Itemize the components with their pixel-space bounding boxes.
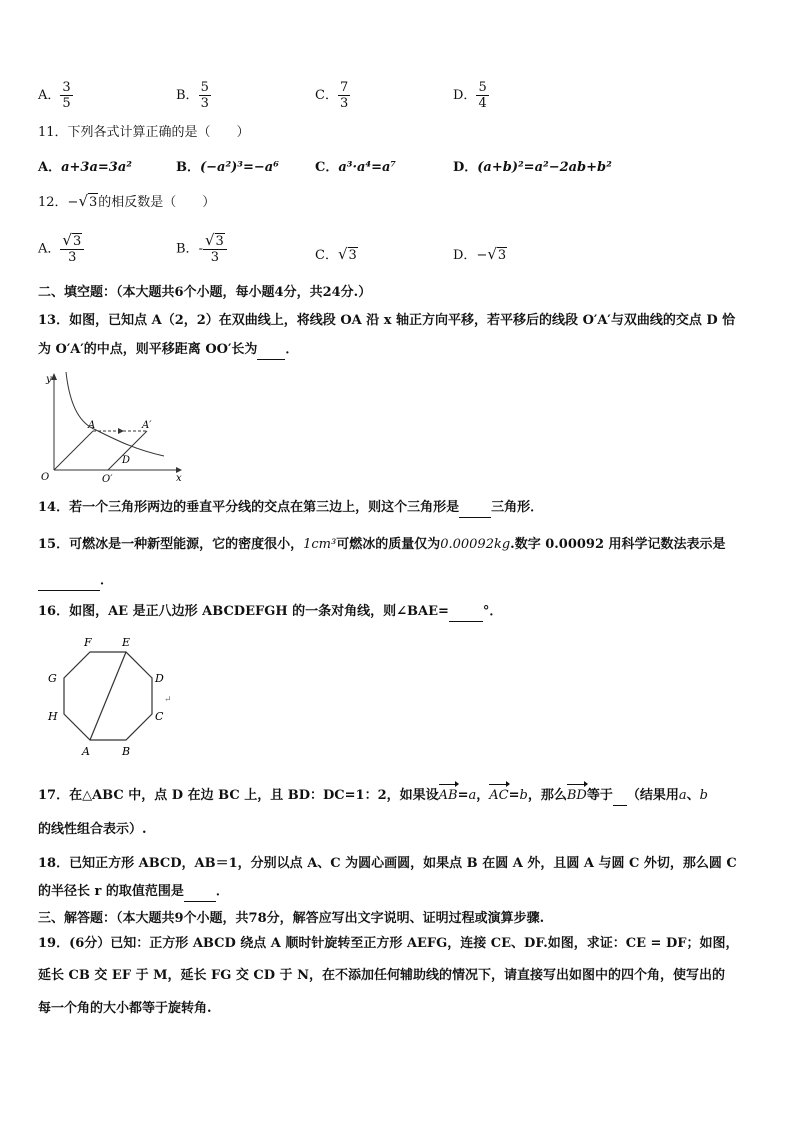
q16-label-B: B — [122, 745, 131, 758]
q13-label-A: A — [88, 420, 96, 431]
q13-label-x: x — [176, 473, 182, 484]
q16-label-H: H — [48, 710, 58, 723]
q17-vector-AB: AB — [438, 788, 458, 803]
q16-label-D: D — [155, 672, 164, 685]
q16-return-mark: ↵ — [164, 695, 172, 705]
q10-option-a[interactable]: A． $\frac{3}{5}$ — [38, 80, 71, 111]
q16-text: 16．如图，AE 是正八边形 ABCDEFGH 的一条对角线，则∠BAE= °． — [38, 603, 502, 622]
q13-label-A-prime: A′ — [142, 420, 152, 431]
q16-label-E: E — [122, 636, 131, 649]
q10-option-c[interactable]: C． $\frac{7}{3}$ — [315, 80, 349, 111]
q13-line1: 13．如图，已知点 A（2，2）在双曲线上，将线段 OA 沿 x 轴正方向平移，若平移后的线段 O′A′与双曲线的交点 D 恰 — [38, 313, 736, 328]
q12-option-b[interactable]: B．- $\frac{√3}{3}$ — [176, 233, 227, 265]
q18-line2: 的半径长 r 的取值范围是 ． — [38, 883, 229, 902]
q17-answer-blank[interactable] — [613, 787, 627, 806]
q11-option-b[interactable]: B．(−a²)³=−a⁶ — [176, 160, 279, 175]
q13-label-y: y — [46, 374, 52, 385]
q13-figure — [36, 368, 186, 488]
q11-option-d[interactable]: D．(a+b)²=a²−2ab+b² — [453, 160, 612, 175]
q16-label-A: A — [82, 745, 90, 758]
q15-line1: 15．可燃冰是一种新型能源，它的密度很小，1cm³可燃冰的质量仅为0.00092kg.数字 0.00092 用科学记数法表示是 — [38, 537, 726, 552]
q11-stem: 11．下列各式计算正确的是（ ） — [38, 125, 250, 140]
q16-label-C: C — [155, 710, 164, 723]
q16-answer-blank[interactable] — [449, 603, 483, 622]
q13-label-D: D — [122, 455, 131, 466]
q19-line3: 每一个角的大小都等于旋转角. — [38, 1001, 212, 1016]
q12-option-c[interactable]: C．√3 — [315, 245, 357, 263]
q13-label-O-prime: O′ — [102, 474, 113, 485]
q11-option-a[interactable]: A．a+3a=3a² — [38, 160, 132, 175]
section-2-heading: 二、填空题：（本大题共6个小题，每小题4分，共24分.） — [38, 285, 372, 300]
q14-answer-blank[interactable] — [459, 499, 491, 518]
section-3-heading: 三、解答题：（本大题共9个小题，共78分，解答应写出文字说明、证明过程或演算步骤. — [38, 911, 545, 926]
q13-translation-arrow — [118, 428, 124, 434]
q16-octagon-figure — [40, 634, 180, 759]
q12-option-a[interactable]: A． $\frac{√3}{3}$ — [38, 233, 84, 265]
q10-option-b[interactable]: B． $\frac{5}{3}$ — [176, 80, 209, 111]
q17-line1: 17．在△ABC 中，点 D 在边 BC 上，且 BD：DC=1：2，如果设AB=a，AC=b，那么BD等于 （结果用a、b — [38, 787, 708, 806]
q16-diagonal-AE — [90, 652, 126, 740]
q13-line2: 为 O′A′的中点，则平移距离 OO′长为 ． — [38, 341, 298, 360]
q18-answer-blank[interactable] — [184, 883, 216, 902]
q15-line2: ． — [38, 572, 113, 591]
q12-option-d[interactable]: D．−√3 — [453, 245, 507, 263]
q10-option-d[interactable]: D． $\frac{5}{4}$ — [453, 80, 487, 111]
q16-label-F: F — [84, 636, 92, 649]
q14-text: 14．若一个三角形两边的垂直平分线的交点在第三边上，则这个三角形是 三角形． — [38, 499, 543, 518]
q12-stem: 12．−√3的相反数是（ ） — [38, 192, 216, 210]
q16-label-G: G — [48, 672, 57, 685]
q13-answer-blank[interactable] — [257, 341, 285, 360]
q17-line2: 的线性组合表示）. — [38, 822, 147, 837]
q13-y-arrow — [51, 373, 57, 380]
q13-segment-OA — [54, 431, 93, 470]
q19-line2: 延长 CB 交 EF 于 M，延长 FG 交 CD 于 N，在不添加任何辅助线的情况下，请直接写出如图中的四个角，使写出的 — [38, 968, 725, 983]
q15-answer-blank[interactable] — [38, 572, 100, 591]
q17-vector-AC: AC — [489, 788, 509, 803]
q13-label-O: O — [41, 472, 50, 483]
q19-line1: 19．(6分）已知：正方形 ABCD 绕点 A 顺时针旋转至正方形 AEFG，连接 CE、DF.如图，求证：CE = DF；如图， — [38, 936, 739, 951]
q11-option-c[interactable]: C．a³·a⁴=a⁷ — [315, 160, 397, 175]
q17-vector-BD: BD — [566, 788, 587, 803]
q18-line1: 18．已知正方形 ABCD，AB＝1，分别以点 A、C 为圆心画圆，如果点 B 在圆 A 外，且圆 A 与圆 C 外切，那么圆 C — [38, 856, 737, 871]
